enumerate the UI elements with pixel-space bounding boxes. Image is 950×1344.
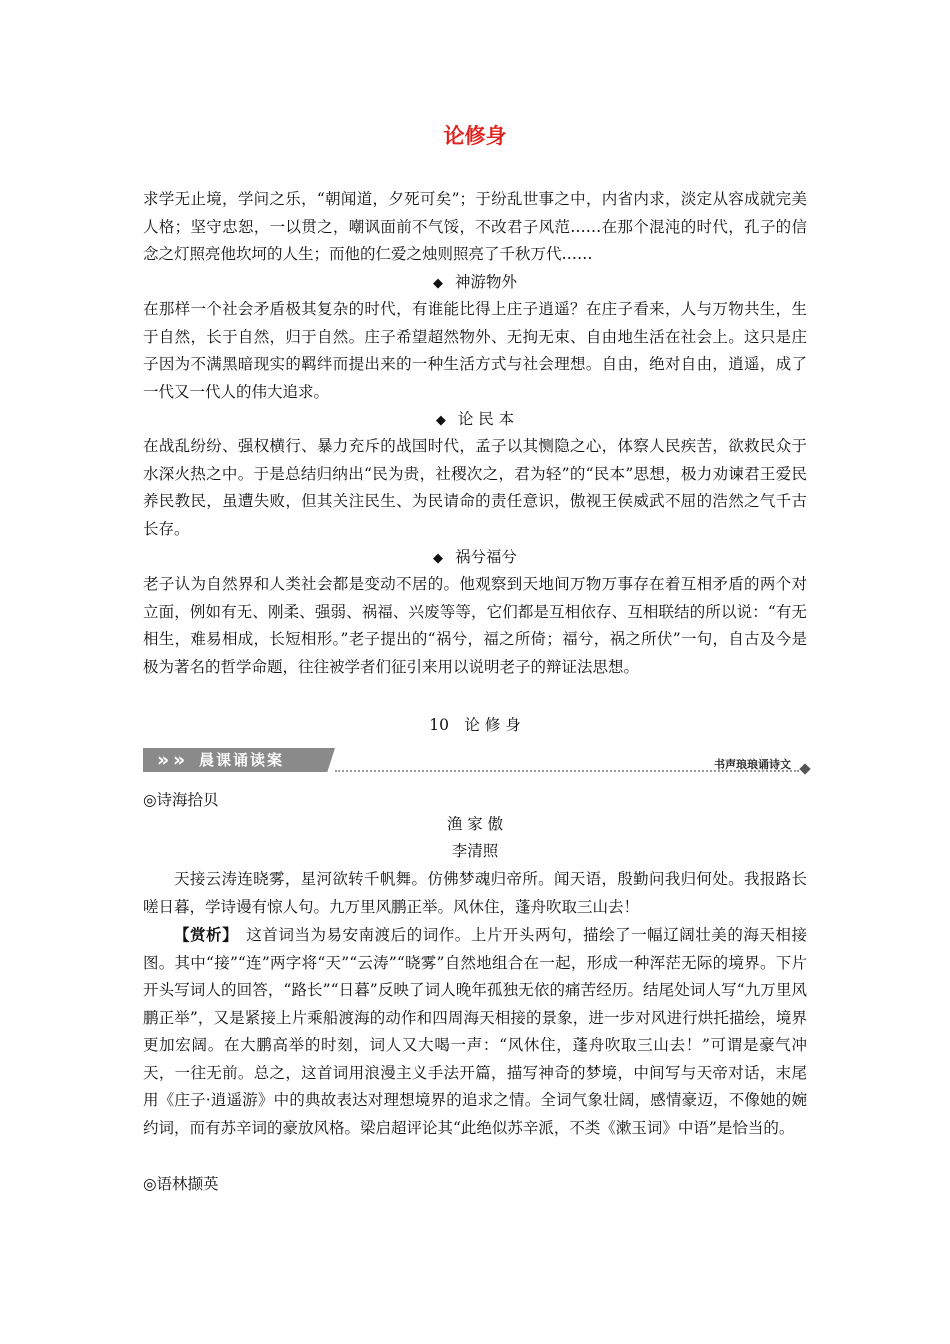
intro-paragraph: 求学无止境，学问之乐，“朝闻道，夕死可矣”；于纷乱世事之中，内省内求，淡定从容成就完美人格；坚守忠恕，一以贯之，嘲讽面前不气馁，不改君子风范……在那个混沌的时代，孔子的信念之灯照亮他坎坷的人生；而他的仁爱之烛则照亮了千秋万代…… [143, 190, 807, 263]
poem-section-label: ◎诗海拾贝 [143, 791, 219, 809]
chevron-right-icon: » [157, 749, 170, 771]
section-paragraph: 在战乱纷纷、强权横行、暴力充斥的战国时代，孟子以其恻隐之心，体察人民疾苦，欲救民众于水深火热之中。于是总结归纳出“民为贵，社稷次之，君为轻”的“民本”思想，极力劝谏君王爱民养民教民，虽遭失败，但其关注民生、为民请命的责任意识，傲视王侯威武不屈的浩然之气千古长存。 [143, 437, 807, 538]
page-title: 论修身 [443, 124, 507, 148]
next-section-label: ◎语林撷英 [143, 1175, 219, 1193]
banner-right-text: 书声琅琅诵诗文 [714, 758, 791, 771]
diamond-icon [799, 763, 810, 774]
section-heading [0, 269, 950, 298]
appreciation-paragraph [143, 921, 807, 1142]
section-paragraph: 在那样一个社会矛盾极其复杂的时代，有谁能比得上庄子逍遥？在庄子看来，人与万物共生，生于自然，长于自然，归于自然。庄子希望超然物外、无拘无束、自由地生活在社会上。这只是庄子因为不满黑暗现实的羁绊而提出来的一种生活方式与社会理想。自由，绝对自由，逍遥，成了一代又一代人的伟大追求。 [143, 300, 807, 401]
lesson-title: 10 论 修 身 [429, 716, 521, 734]
section-heading [0, 406, 950, 435]
diamond-bullet-icon: ◆ [432, 276, 443, 291]
poem-text: 天接云涛连晓雾，星河欲转千帆舞。仿佛梦魂归帝所。闻天语，殷勤问我归何处。我报路长嗟日暮，学诗谩有惊人句。九万里风鹏正举。风休住，蓬舟吹取三山去！ [143, 870, 807, 916]
section-paragraph: 老子认为自然界和人类社会都是变动不居的。他观察到天地间万物万事存在着互相矛盾的两个对立面，例如有无、刚柔、强弱、祸福、兴废等等，它们都是互相依存、互相联结的所以说：“有无相生，难易相成，长短相形。”老子提出的“祸兮，福之所倚；福兮，祸之所伏”一句，自古及今是极为著名的哲学命题，往往被学者们征引来用以说明老子的辩证法思想。 [143, 575, 807, 676]
section-heading [0, 544, 950, 573]
section-heading-text: 祸兮福兮 [454, 548, 517, 566]
chevron-right-icon: » [173, 749, 186, 771]
poem-title: 渔 家 傲 [446, 815, 504, 833]
diamond-bullet-icon: ◆ [432, 551, 443, 566]
section-heading-text: 论 民 本 [457, 410, 515, 428]
section-banner [143, 746, 807, 776]
appreciation-text: 这首词当为易安南渡后的词作。上片开头两句，描绘了一幅辽阔壮美的海天相接图。其中“接”“连”两字将“天”“云涛”“晓雾”自然地组合在一起，形成一种浑茫无际的境界。下片开头写词人的回答，“路长”“日暮”反映了词人晚年孤独无依的痛苦经历。结尾处词人写“九万里风鹏正举”，又是紧接上片乘船渡海的动作和四周海天相接的景象，进一步对风进行烘托描绘，境界更加宏阔。在大鹏高举的时刻，词人又大喝一声：“风休住，蓬舟吹取三山去！”可谓是豪气冲天，一往无前。总之，这首词用浪漫主义手法开篇，描写神奇的梦境，中间写与天帝对话，末尾用《庄子·逍遥游》中的典故表达对理想境界的追求之情。全词气象壮阔，感情豪迈，不像她的婉约词，而有苏辛词的豪放风格。梁启超评论其“此绝似苏辛派，不类《漱玉词》中语”是恰当的。 [143, 926, 807, 1137]
banner-label: 晨课诵读案 [199, 751, 285, 769]
section-heading-text: 神游物外 [454, 273, 517, 291]
diamond-bullet-icon: ◆ [435, 413, 446, 428]
appreciation-label: 【赏析】 [174, 925, 231, 944]
poem-author: 李清照 [451, 842, 499, 860]
